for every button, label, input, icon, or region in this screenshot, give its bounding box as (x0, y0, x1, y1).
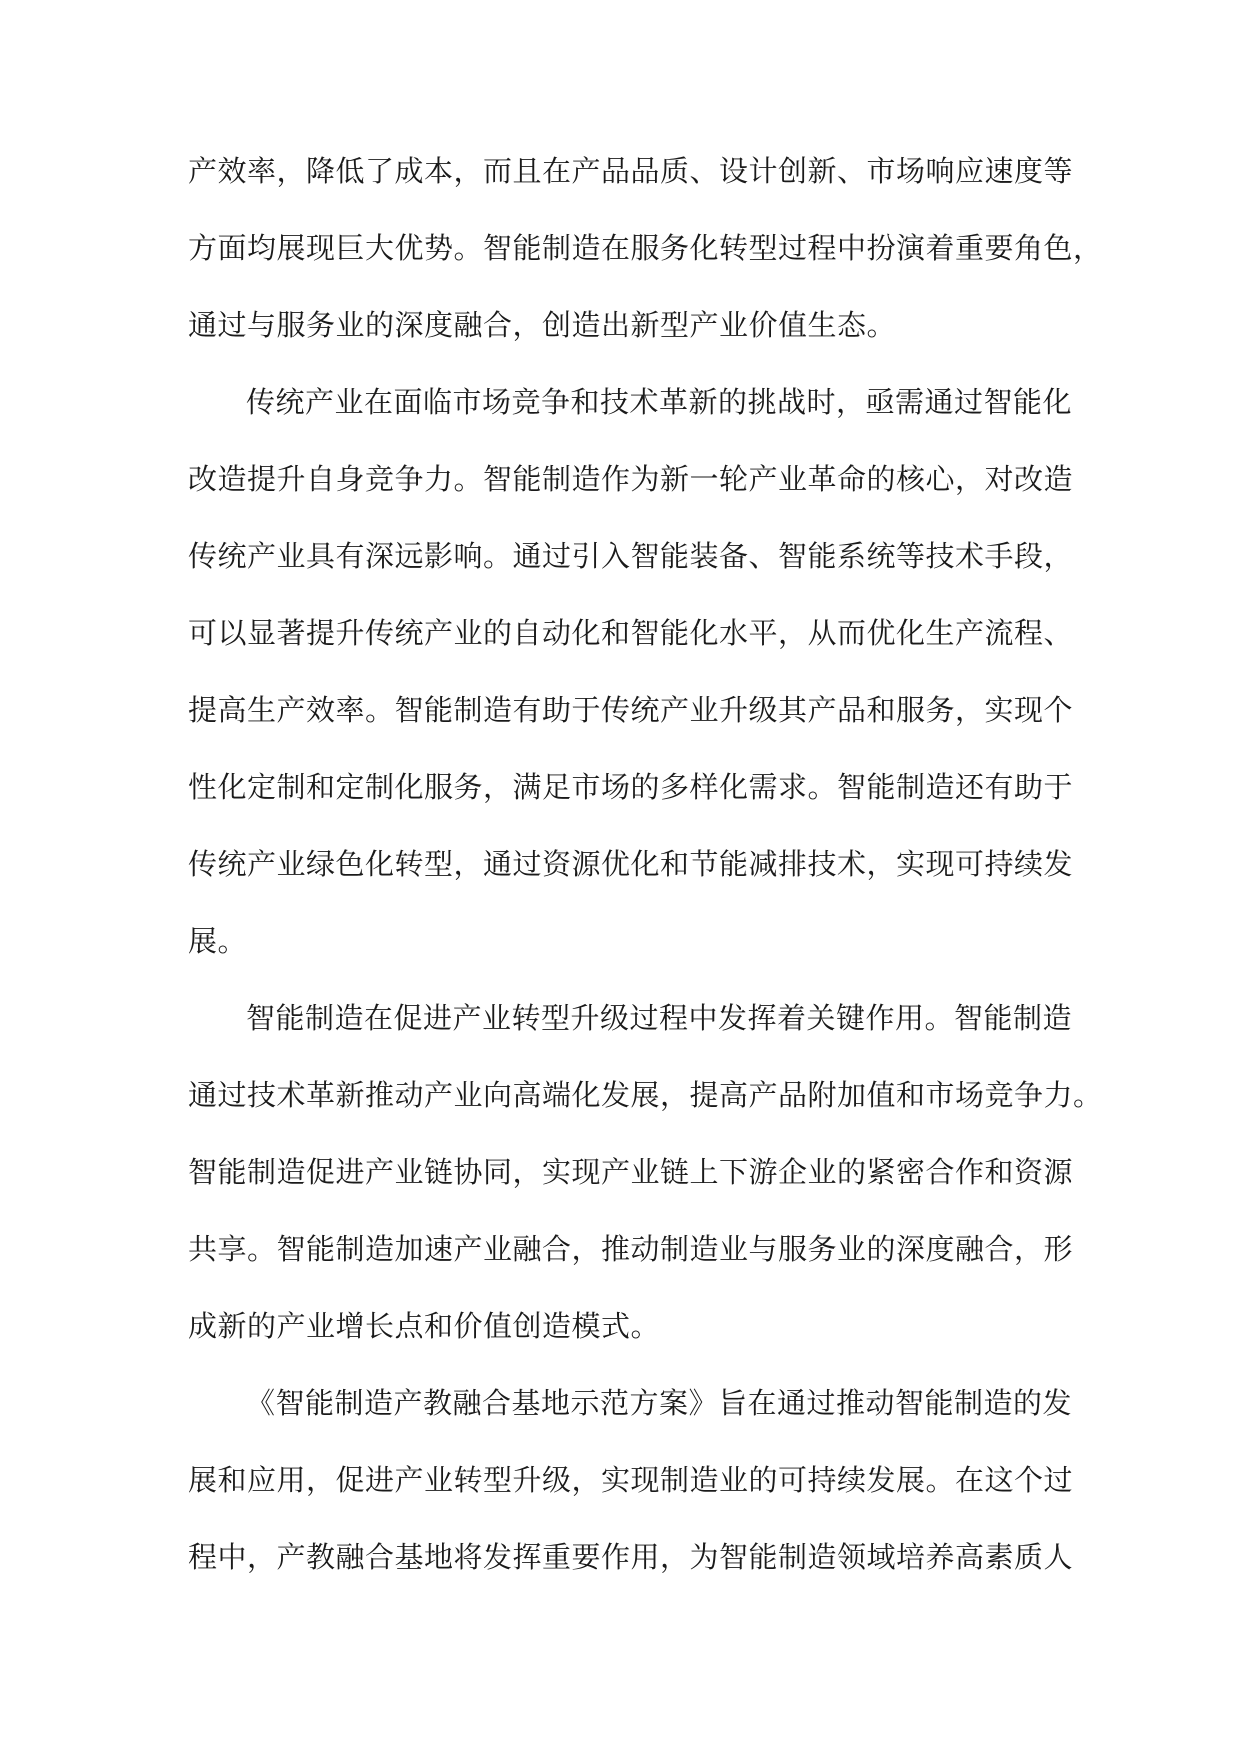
text-line: 通过与服务业的深度融合，创造出新型产业价值生态。 (188, 308, 897, 342)
paragraph-4 (188, 1374, 1074, 1605)
text-line: 产效率，降低了成本，而且在产品品质、设计创新、市场响应速度等 (188, 154, 1074, 188)
text-line: 展和应用，促进产业转型升级，实现制造业的可持续发展。在这个过 (188, 1463, 1074, 1497)
text-line: 成新的产业增长点和价值创造模式。 (188, 1309, 661, 1343)
text-line: 通过技术革新推动产业向高端化发展，提高产品附加值和市场竞争力。 (188, 1078, 1103, 1112)
text-line: 智能制造促进产业链协同，实现产业链上下游企业的紧密合作和资源 (188, 1155, 1074, 1189)
text-line: 传统产业在面临市场竞争和技术革新的挑战时，亟需通过智能化 (246, 385, 1073, 419)
body-text (188, 142, 1103, 1605)
text-line: 传统产业具有深远影响。通过引入智能装备、智能系统等技术手段， (188, 539, 1074, 573)
text-line: 共享。智能制造加速产业融合，推动制造业与服务业的深度融合，形 (188, 1232, 1074, 1266)
text-line: 改造提升自身竞争力。智能制造作为新一轮产业革命的核心，对改造 (188, 462, 1074, 496)
text-line: 方面均展现巨大优势。智能制造在服务化转型过程中扮演着重要角色， (188, 231, 1103, 265)
text-line: 程中，产教融合基地将发挥重要作用，为智能制造领域培养高素质人 (188, 1540, 1074, 1574)
text-line: 《智能制造产教融合基地示范方案》旨在通过推动智能制造的发 (246, 1386, 1073, 1420)
text-line: 性化定制和定制化服务，满足市场的多样化需求。智能制造还有助于 (188, 770, 1074, 804)
text-line: 展。 (188, 924, 248, 958)
text-line: 传统产业绿色化转型，通过资源优化和节能减排技术，实现可持续发 (188, 847, 1074, 881)
text-line: 智能制造在促进产业转型升级过程中发挥着关键作用。智能制造 (246, 1001, 1073, 1035)
paragraph-2 (188, 373, 1074, 989)
paragraph-3 (188, 989, 1103, 1374)
paragraph-1 (188, 142, 1103, 373)
text-line: 提高生产效率。智能制造有助于传统产业升级其产品和服务，实现个 (188, 693, 1074, 727)
text-line: 可以显著提升传统产业的自动化和智能化水平，从而优化生产流程、 (188, 616, 1074, 650)
